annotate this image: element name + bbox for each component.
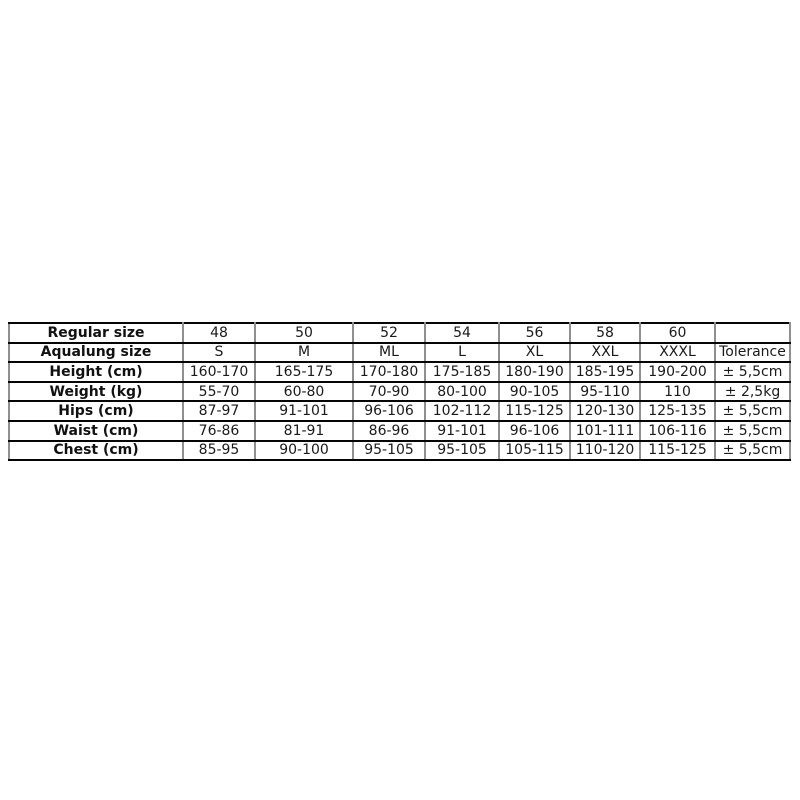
size-cell: 102-112 — [425, 401, 499, 421]
row-label-aqualung-size: Aqualung size — [9, 343, 183, 363]
size-cell: 48 — [183, 323, 255, 343]
size-cell: 50 — [255, 323, 353, 343]
tolerance-cell: ± 5,5cm — [715, 421, 790, 441]
tolerance-cell: ± 5,5cm — [715, 441, 790, 461]
size-cell: 90-105 — [499, 382, 570, 402]
table-row-height — [9, 362, 790, 382]
row-label-waist: Waist (cm) — [9, 421, 183, 441]
row-label-regular-size: Regular size — [9, 323, 183, 343]
size-cell: 86-96 — [353, 421, 425, 441]
size-cell: 81-91 — [255, 421, 353, 441]
tolerance-cell: ± 2,5kg — [715, 382, 790, 402]
size-cell: 91-101 — [255, 401, 353, 421]
size-cell: ML — [353, 343, 425, 363]
row-label-hips: Hips (cm) — [9, 401, 183, 421]
size-cell: 80-100 — [425, 382, 499, 402]
size-cell: 190-200 — [640, 362, 715, 382]
size-cell: 96-106 — [499, 421, 570, 441]
row-label-chest: Chest (cm) — [9, 441, 183, 461]
size-cell: 110-120 — [570, 441, 640, 461]
size-cell: 85-95 — [183, 441, 255, 461]
size-cell: 96-106 — [353, 401, 425, 421]
size-cell: M — [255, 343, 353, 363]
size-cell: 101-111 — [570, 421, 640, 441]
size-cell: 52 — [353, 323, 425, 343]
size-cell: 120-130 — [570, 401, 640, 421]
table-row-hips — [9, 401, 790, 421]
size-cell: 95-105 — [425, 441, 499, 461]
size-cell: 56 — [499, 323, 570, 343]
table-row-weight — [9, 382, 790, 402]
table-row-waist — [9, 421, 790, 441]
size-cell: XXXL — [640, 343, 715, 363]
size-cell: 106-116 — [640, 421, 715, 441]
size-cell: 95-110 — [570, 382, 640, 402]
size-cell: 60-80 — [255, 382, 353, 402]
size-cell: 55-70 — [183, 382, 255, 402]
size-cell: 170-180 — [353, 362, 425, 382]
tolerance-cell: ± 5,5cm — [715, 362, 790, 382]
row-label-weight: Weight (kg) — [9, 382, 183, 402]
size-cell: 180-190 — [499, 362, 570, 382]
size-cell: L — [425, 343, 499, 363]
size-cell: 87-97 — [183, 401, 255, 421]
row-label-height: Height (cm) — [9, 362, 183, 382]
size-cell: 91-101 — [425, 421, 499, 441]
size-cell: 185-195 — [570, 362, 640, 382]
size-cell: S — [183, 343, 255, 363]
size-cell: 105-115 — [499, 441, 570, 461]
tolerance-header: Tolerance — [715, 343, 790, 363]
size-cell: 115-125 — [640, 441, 715, 461]
size-cell: 76-86 — [183, 421, 255, 441]
size-cell: 165-175 — [255, 362, 353, 382]
size-cell: 115-125 — [499, 401, 570, 421]
table-row-regular-size — [9, 323, 790, 343]
size-cell: 70-90 — [353, 382, 425, 402]
tolerance-cell: ± 5,5cm — [715, 401, 790, 421]
size-cell: 175-185 — [425, 362, 499, 382]
size-cell: 54 — [425, 323, 499, 343]
size-cell: 125-135 — [640, 401, 715, 421]
size-cell: 160-170 — [183, 362, 255, 382]
size-cell: 90-100 — [255, 441, 353, 461]
size-cell: 60 — [640, 323, 715, 343]
size-cell: 110 — [640, 382, 715, 402]
size-cell: 58 — [570, 323, 640, 343]
size-cell: XXL — [570, 343, 640, 363]
size-chart-table — [8, 322, 791, 461]
size-cell: XL — [499, 343, 570, 363]
table-row-aqualung-size — [9, 343, 790, 363]
size-cell-empty — [715, 323, 790, 343]
size-cell: 95-105 — [353, 441, 425, 461]
table-row-chest — [9, 441, 790, 461]
